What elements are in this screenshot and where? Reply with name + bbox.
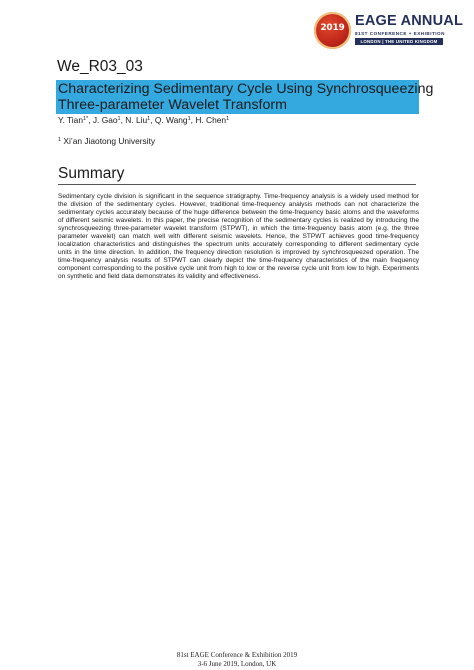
author-separator: , — [88, 115, 93, 125]
paper-title-line-1: Characterizing Sedimentary Cycle Using Synchrosqueezing — [58, 81, 434, 97]
author-separator: , — [120, 115, 126, 125]
summary-heading: Summary — [58, 165, 125, 182]
author-mark: 1* — [83, 116, 89, 122]
paper-id: We_R03_03 — [57, 58, 143, 75]
affiliation-name: Xi’an Jiaotong University — [63, 136, 156, 146]
author-mark: 1 — [147, 116, 151, 122]
logo-year: 2019 — [320, 23, 345, 33]
author-name: Y. Tian — [58, 115, 83, 125]
author-mark: 1 — [187, 116, 191, 122]
author-name: H. Chen — [195, 115, 227, 125]
affiliation-mark: 1 — [58, 137, 62, 143]
paper-title-line-2: Three-parameter Wavelet Transform — [58, 97, 287, 113]
logo-subtitle: 81ST CONFERENCE + EXHIBITION — [355, 31, 445, 36]
author-separator: , — [150, 115, 155, 125]
eage-annual-logo — [314, 10, 464, 52]
footer-date-location: 3-6 June 2019, London, UK — [197, 660, 277, 668]
affiliation — [58, 136, 155, 146]
author-mark: 1 — [226, 116, 230, 122]
author-list — [58, 115, 229, 125]
logo-title: EAGE ANNUAL — [355, 13, 463, 29]
summary-text: Sedimentary cycle division is significant in the sequence stratigraphy. Time-frequency analysis is a widely used method for the division of the sedimentary cycles. However, traditional time-frequency analysis methods can not characterize the sedimentary cycles accurately because of the huge difference between the time-frequency basic atoms and the waveforms of different seismic wavelets. In this paper, the precise recognition of the sedimentary cycles is realized by introducing the synchrosqueezing three-parameter wavelet transform (STPWT), in which the time-frequency basis atom (e.g. the three parameter wavelet) can match well with different seismic wavelets. Hence, the STPWT achieves good time-frequency localization characteristics and distinguishes the spectrum units accurately corresponding to different sedimentary cycle units in the time direction. In addition, the frequency direction resolution is improved by synchrosqueezed operation. The time-frequency analysis results of STPWT can clearly depict the time-frequency characteristics of the main frequency component corresponding to the positive cycle unit from high to low or the reverse cycle unit from low to high. Experiments on synthetic and field data demonstrates its validity and effectiveness. — [58, 193, 419, 281]
logo-location: LONDON | THE UNITED KINGDOM — [360, 38, 438, 44]
section-divider — [58, 184, 416, 185]
author-name: J. Gao — [92, 115, 118, 125]
author-name: Q. Wang — [154, 115, 188, 125]
footer-conference: 81st EAGE Conference & Exhibition 2019 — [176, 651, 298, 659]
author-mark: 1 — [117, 116, 121, 122]
author-separator: , — [190, 115, 196, 125]
author-name: N. Liu — [125, 115, 148, 125]
